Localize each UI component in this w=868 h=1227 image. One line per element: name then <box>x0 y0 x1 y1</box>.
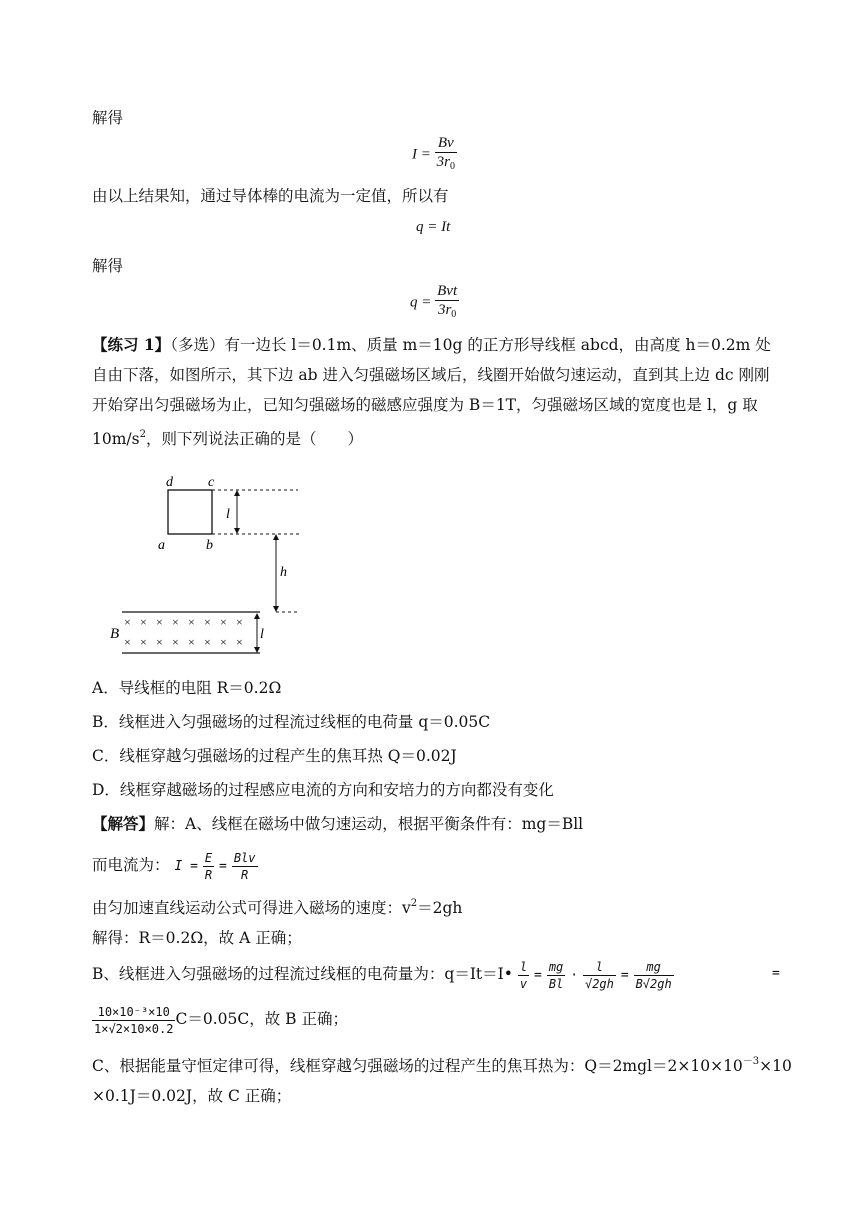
fraction-blv-over-r: $\frac{\text{Blv}}{R}$ <box>233 850 256 882</box>
figure-frame-magnetic-field <box>100 470 320 660</box>
label-a: a <box>158 538 165 553</box>
cross-mark: × <box>220 635 227 649</box>
cross-mark: × <box>172 635 179 649</box>
label-d: d <box>166 475 173 490</box>
cross-mark: × <box>204 635 211 649</box>
cross-mark: × <box>124 615 131 629</box>
eq-lhs: I = <box>412 146 431 163</box>
label-b: b <box>206 538 213 553</box>
equation-charge: q = It <box>416 219 451 235</box>
eq-numerator: Bvt <box>437 283 458 299</box>
solution-line-2: 而电流为： I = $\frac{E}{R}$ = $\frac{\text{Blv}}{R}$ <box>92 850 256 882</box>
cross-mark: × <box>188 635 195 649</box>
exercise-text: （多选）有一边长 l＝0.1m、质量 m＝10g 的正方形导线框 abcd，由高度 h＝0.2m 处自由下落，如图所示，其下边 ab 进入匀强磁场区域后，线圈开始做匀速运动，直到其上边 dc 刚刚开始穿出匀强磁场为止，已知匀强磁场的磁感应强度为 B＝1T，匀强磁场区域的宽度也是 l，g 取 10m/s <box>92 336 771 448</box>
cross-mark: × <box>156 635 163 649</box>
cross-mark: × <box>236 615 243 629</box>
eq-fraction <box>435 134 457 176</box>
solution-line-1: 【解答】解：A、线框在磁场中做匀速运动，根据平衡条件有：mg＝Bll <box>92 814 584 833</box>
option-d: D．线框穿越磁场的过程感应电流的方向和安培力的方向都没有变化 <box>92 781 554 799</box>
cross-mark: × <box>140 615 147 629</box>
solution-line-4: 解得：R＝0.2Ω，故 A 正确； <box>92 929 302 947</box>
solution-line-7: C、根据能量守恒定律可得，线框穿越匀强磁场的过程产生的焦耳热为：$Q=2mgl=2\times 10\times 10^{-3}\times 10$ <box>92 1056 792 1075</box>
fraction-l-over-v: $\frac{l}{v}$ <box>519 959 528 991</box>
fraction-mg-over-bl: $\frac{mg}{Bl}$ <box>548 959 564 991</box>
solution-line-5: B、线框进入匀强磁场的过程流过线框的电荷量为：q＝It＝I• $\frac{l}{v}$ = $\frac{mg}{Bl}$ · $\frac{l}{√2gh}$ = $\frac{mg}{B√2gh}$ = <box>92 959 780 991</box>
cross-mark: × <box>156 615 163 629</box>
label-B: B <box>110 626 120 642</box>
solution-line-3: 由匀加速直线运动公式可得进入磁场的速度：$v^2=2gh$ <box>92 898 463 917</box>
intro-text-3: 解得 <box>92 257 124 275</box>
square-frame <box>168 490 212 534</box>
cross-mark: × <box>124 635 131 649</box>
cross-mark: × <box>140 635 147 649</box>
field-crosses <box>124 615 243 649</box>
solution-line-6: $\frac{\text{10×10⁻³×10}}{1\times√2\times 10\times 0.2}$ C＝0.05C，故 B 正确； <box>94 1004 348 1036</box>
fraction-numeric: $\frac{\text{10×10⁻³×10}}{1\times√2\times 10\times 0.2}$ <box>94 1004 174 1036</box>
cross-mark: × <box>204 615 211 629</box>
option-a: A．导线框的电阻 R＝0.2Ω <box>92 679 282 697</box>
intro-text-1: 解得 <box>92 109 124 127</box>
eq-denominator: $3r_0$ <box>436 154 455 172</box>
eq-numerator: Bv <box>435 134 457 153</box>
exercise-question: 【练习 1】（多选）有一边长 l＝0.1m、质量 m＝10g 的正方形导线框 abcd，由高度 h＝0.2m 处自由下落，如图所示，其下边 ab 进入匀强磁场区域后，线圈开始做匀速运动，直到其上边 dc 刚刚开始穿出匀强磁场为止，已知匀强磁场的磁感应强度为 B＝1T，匀强磁场区域的宽度也是 l，g 取 $10m/s^2$，则下列说法正确的是（ ） <box>92 335 771 448</box>
option-c: C．线框穿越匀强磁场的过程产生的焦耳热 Q＝0.02J <box>92 747 457 765</box>
cross-mark: × <box>172 615 179 629</box>
label-l-top: l <box>226 507 230 522</box>
eq-denominator: $3r_0$ <box>437 302 457 320</box>
intro-text-2: 由以上结果知，通过导体棒的电流为一定值，所以有 <box>92 187 449 205</box>
exercise-tag: 【练习 1】 <box>92 335 171 354</box>
solution-line-8: ×0.1J＝0.02J，故 C 正确； <box>92 1087 292 1105</box>
label-l-field: l <box>260 627 264 642</box>
equation-current <box>412 134 457 176</box>
fraction-e-over-r: $\frac{E}{R}$ <box>204 850 213 882</box>
eq-lhs: q = <box>410 294 432 311</box>
fraction-l-over-sqrt: $\frac{l}{√2gh}$ <box>584 959 614 991</box>
eq-fraction <box>435 282 459 324</box>
cross-mark: × <box>188 615 195 629</box>
option-b: B．线框进入匀强磁场的过程流过线框的电荷量 q＝0.05C <box>92 713 491 731</box>
solution-tag: 【解答】 <box>92 814 155 833</box>
equation-charge-result <box>410 282 459 324</box>
cross-mark: × <box>236 635 243 649</box>
label-c: c <box>208 475 215 490</box>
label-h: h <box>280 565 287 580</box>
cross-mark: × <box>220 615 227 629</box>
fraction-mg-over-bsqrt: $\frac{mg}{B√2gh}$ <box>635 959 672 991</box>
